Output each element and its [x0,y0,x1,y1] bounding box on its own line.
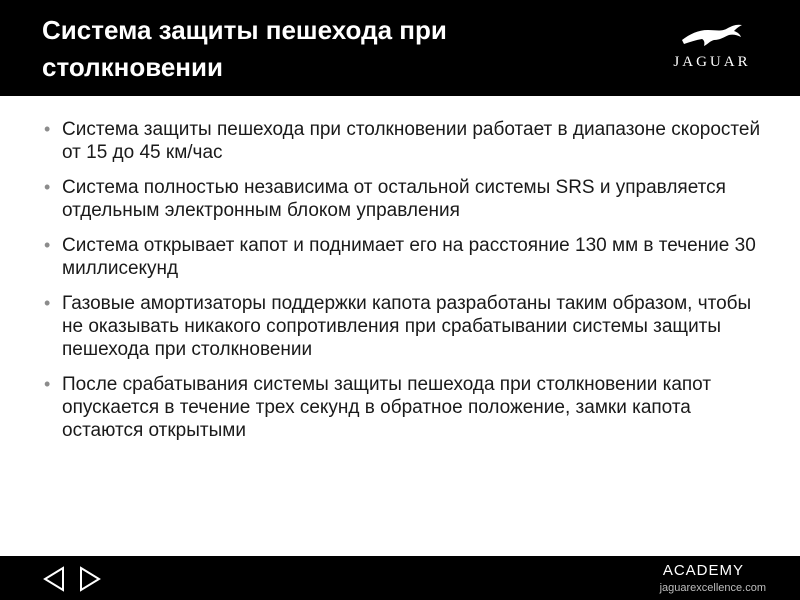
bullet-text: Система полностью независима от остальной системы SRS и управляется отдельным электронным блоком управления [62,177,726,221]
bullet-icon: • [44,374,51,394]
academy-label: ACADEMY [662,562,744,579]
bullet-icon: • [44,119,51,139]
bullet-text: После срабатывания системы защиты пешехода при столкновении капот опускается в течение трех секунд в обратное положение, замки капота остаются открытыми [62,374,712,441]
bullet-text: Система защиты пешехода при столкновении работает в диапазоне скоростей от 15 до 45 км/час [62,119,761,163]
list-item [42,234,762,280]
jaguar-logo [662,18,762,78]
next-slide-button[interactable] [78,566,102,592]
triangle-left-icon [42,566,66,592]
bullet-icon: • [44,293,51,313]
page-title: Система защиты пешехода при столкновении [42,15,447,82]
footer-bar [0,556,800,600]
list-item [42,292,762,361]
header-bar [0,0,800,96]
bullet-icon: • [44,235,51,255]
list-item [42,176,762,222]
bullet-list [42,118,762,454]
triangle-right-icon [78,566,102,592]
list-item [42,373,762,442]
previous-slide-button[interactable] [42,566,66,592]
bullet-text: Газовые амортизаторы поддержки капота разработаны таким образом, чтобы не оказывать никакого сопротивления при срабатывании системы защиты пешехода при столкновении [62,293,752,360]
logo-wordmark: JAGUAR [673,54,751,70]
list-item [42,118,762,164]
website-label: jaguarexcellence.com [659,582,766,594]
bullet-text: Система открывает капот и поднимает его на расстояние 130 мм в течение 30 миллисекунд [62,235,756,279]
bullet-icon: • [44,177,51,197]
leaper-icon [680,18,744,50]
